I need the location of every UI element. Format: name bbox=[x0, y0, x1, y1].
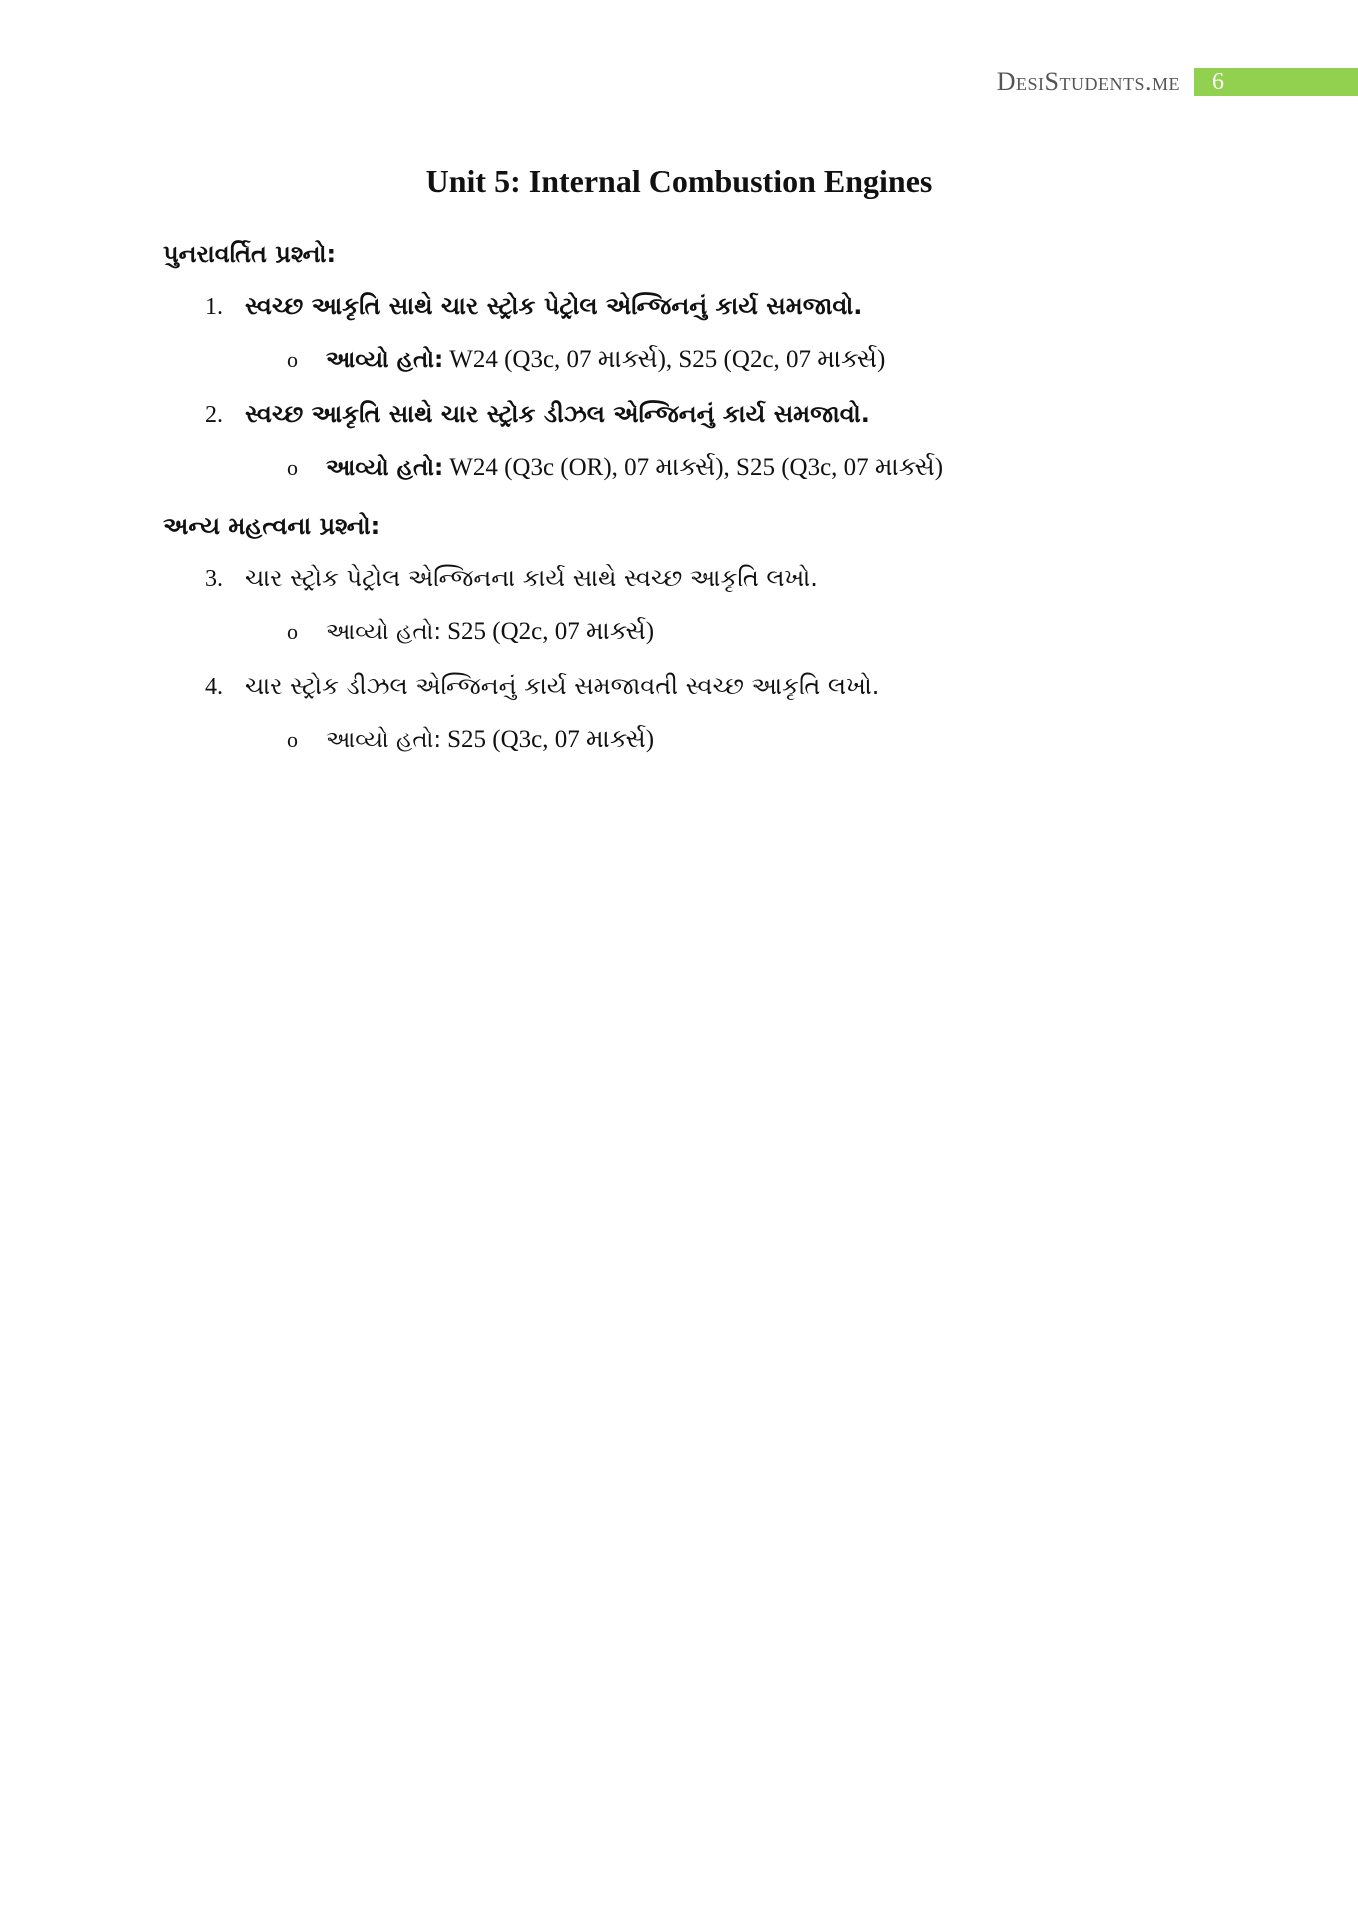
appeared-label: આવ્યો હતો: bbox=[326, 347, 444, 373]
appeared-value: W24 (Q3c, 07 માર્ક્સ), S25 (Q2c, 07 માર્ક્સ) bbox=[449, 346, 886, 373]
appeared-value: S25 (Q3c, 07 માર્ક્સ) bbox=[447, 726, 655, 753]
page-number: 6 bbox=[1194, 68, 1358, 96]
appeared-value: S25 (Q2c, 07 માર્ક્સ) bbox=[447, 618, 655, 645]
appeared-label: આવ્યો હતો: bbox=[326, 727, 442, 753]
section-heading-other: અન્ય મહત્વના પ્રશ્નો: bbox=[163, 512, 381, 540]
question-item bbox=[205, 564, 818, 593]
appeared-value: W24 (Q3c (OR), 07 માર્ક્સ), S25 (Q3c, 07 માર્ક્સ) bbox=[449, 454, 944, 481]
question-text: સ્વચ્છ આકૃતિ સાથે ચાર સ્ટ્રોક પેટ્રોલ એન્જિનનું કાર્ય સમજાવો. bbox=[245, 292, 863, 320]
question-text: ચાર સ્ટ્રોક ડીઝલ એન્જિનનું કાર્ય સમજાવતી સ્વચ્છ આકૃતિ લખો. bbox=[245, 672, 880, 700]
bullet-icon: o bbox=[287, 619, 298, 644]
question-number: 4. bbox=[205, 674, 223, 700]
appeared-info bbox=[287, 346, 885, 374]
question-text: સ્વચ્છ આકૃતિ સાથે ચાર સ્ટ્રોક ડીઝલ એન્જિનનું કાર્ય સમજાવો. bbox=[245, 400, 870, 428]
section-heading-repeated: પુનરાવર્તિત પ્રશ્નો: bbox=[163, 240, 337, 268]
question-text: ચાર સ્ટ્રોક પેટ્રોલ એન્જિનના કાર્ય સાથે સ્વચ્છ આકૃતિ લખો. bbox=[245, 564, 818, 592]
appeared-info bbox=[287, 726, 654, 754]
unit-title: Unit 5: Internal Combustion Engines bbox=[425, 163, 933, 199]
page-header bbox=[997, 68, 1358, 96]
site-name: DesiStudents.me bbox=[996, 67, 1180, 96]
question-item bbox=[205, 672, 879, 701]
question-number: 2. bbox=[205, 402, 223, 428]
bullet-icon: o bbox=[287, 455, 298, 480]
question-item bbox=[205, 400, 870, 429]
appeared-info bbox=[287, 454, 943, 482]
appeared-label: આવ્યો હતો: bbox=[326, 619, 442, 645]
appeared-label: આવ્યો હતો: bbox=[326, 455, 444, 481]
question-number: 3. bbox=[205, 566, 223, 592]
appeared-info bbox=[287, 618, 654, 646]
bullet-icon: o bbox=[287, 727, 298, 752]
bullet-icon: o bbox=[287, 347, 298, 372]
question-item bbox=[205, 292, 862, 321]
question-number: 1. bbox=[205, 294, 223, 320]
